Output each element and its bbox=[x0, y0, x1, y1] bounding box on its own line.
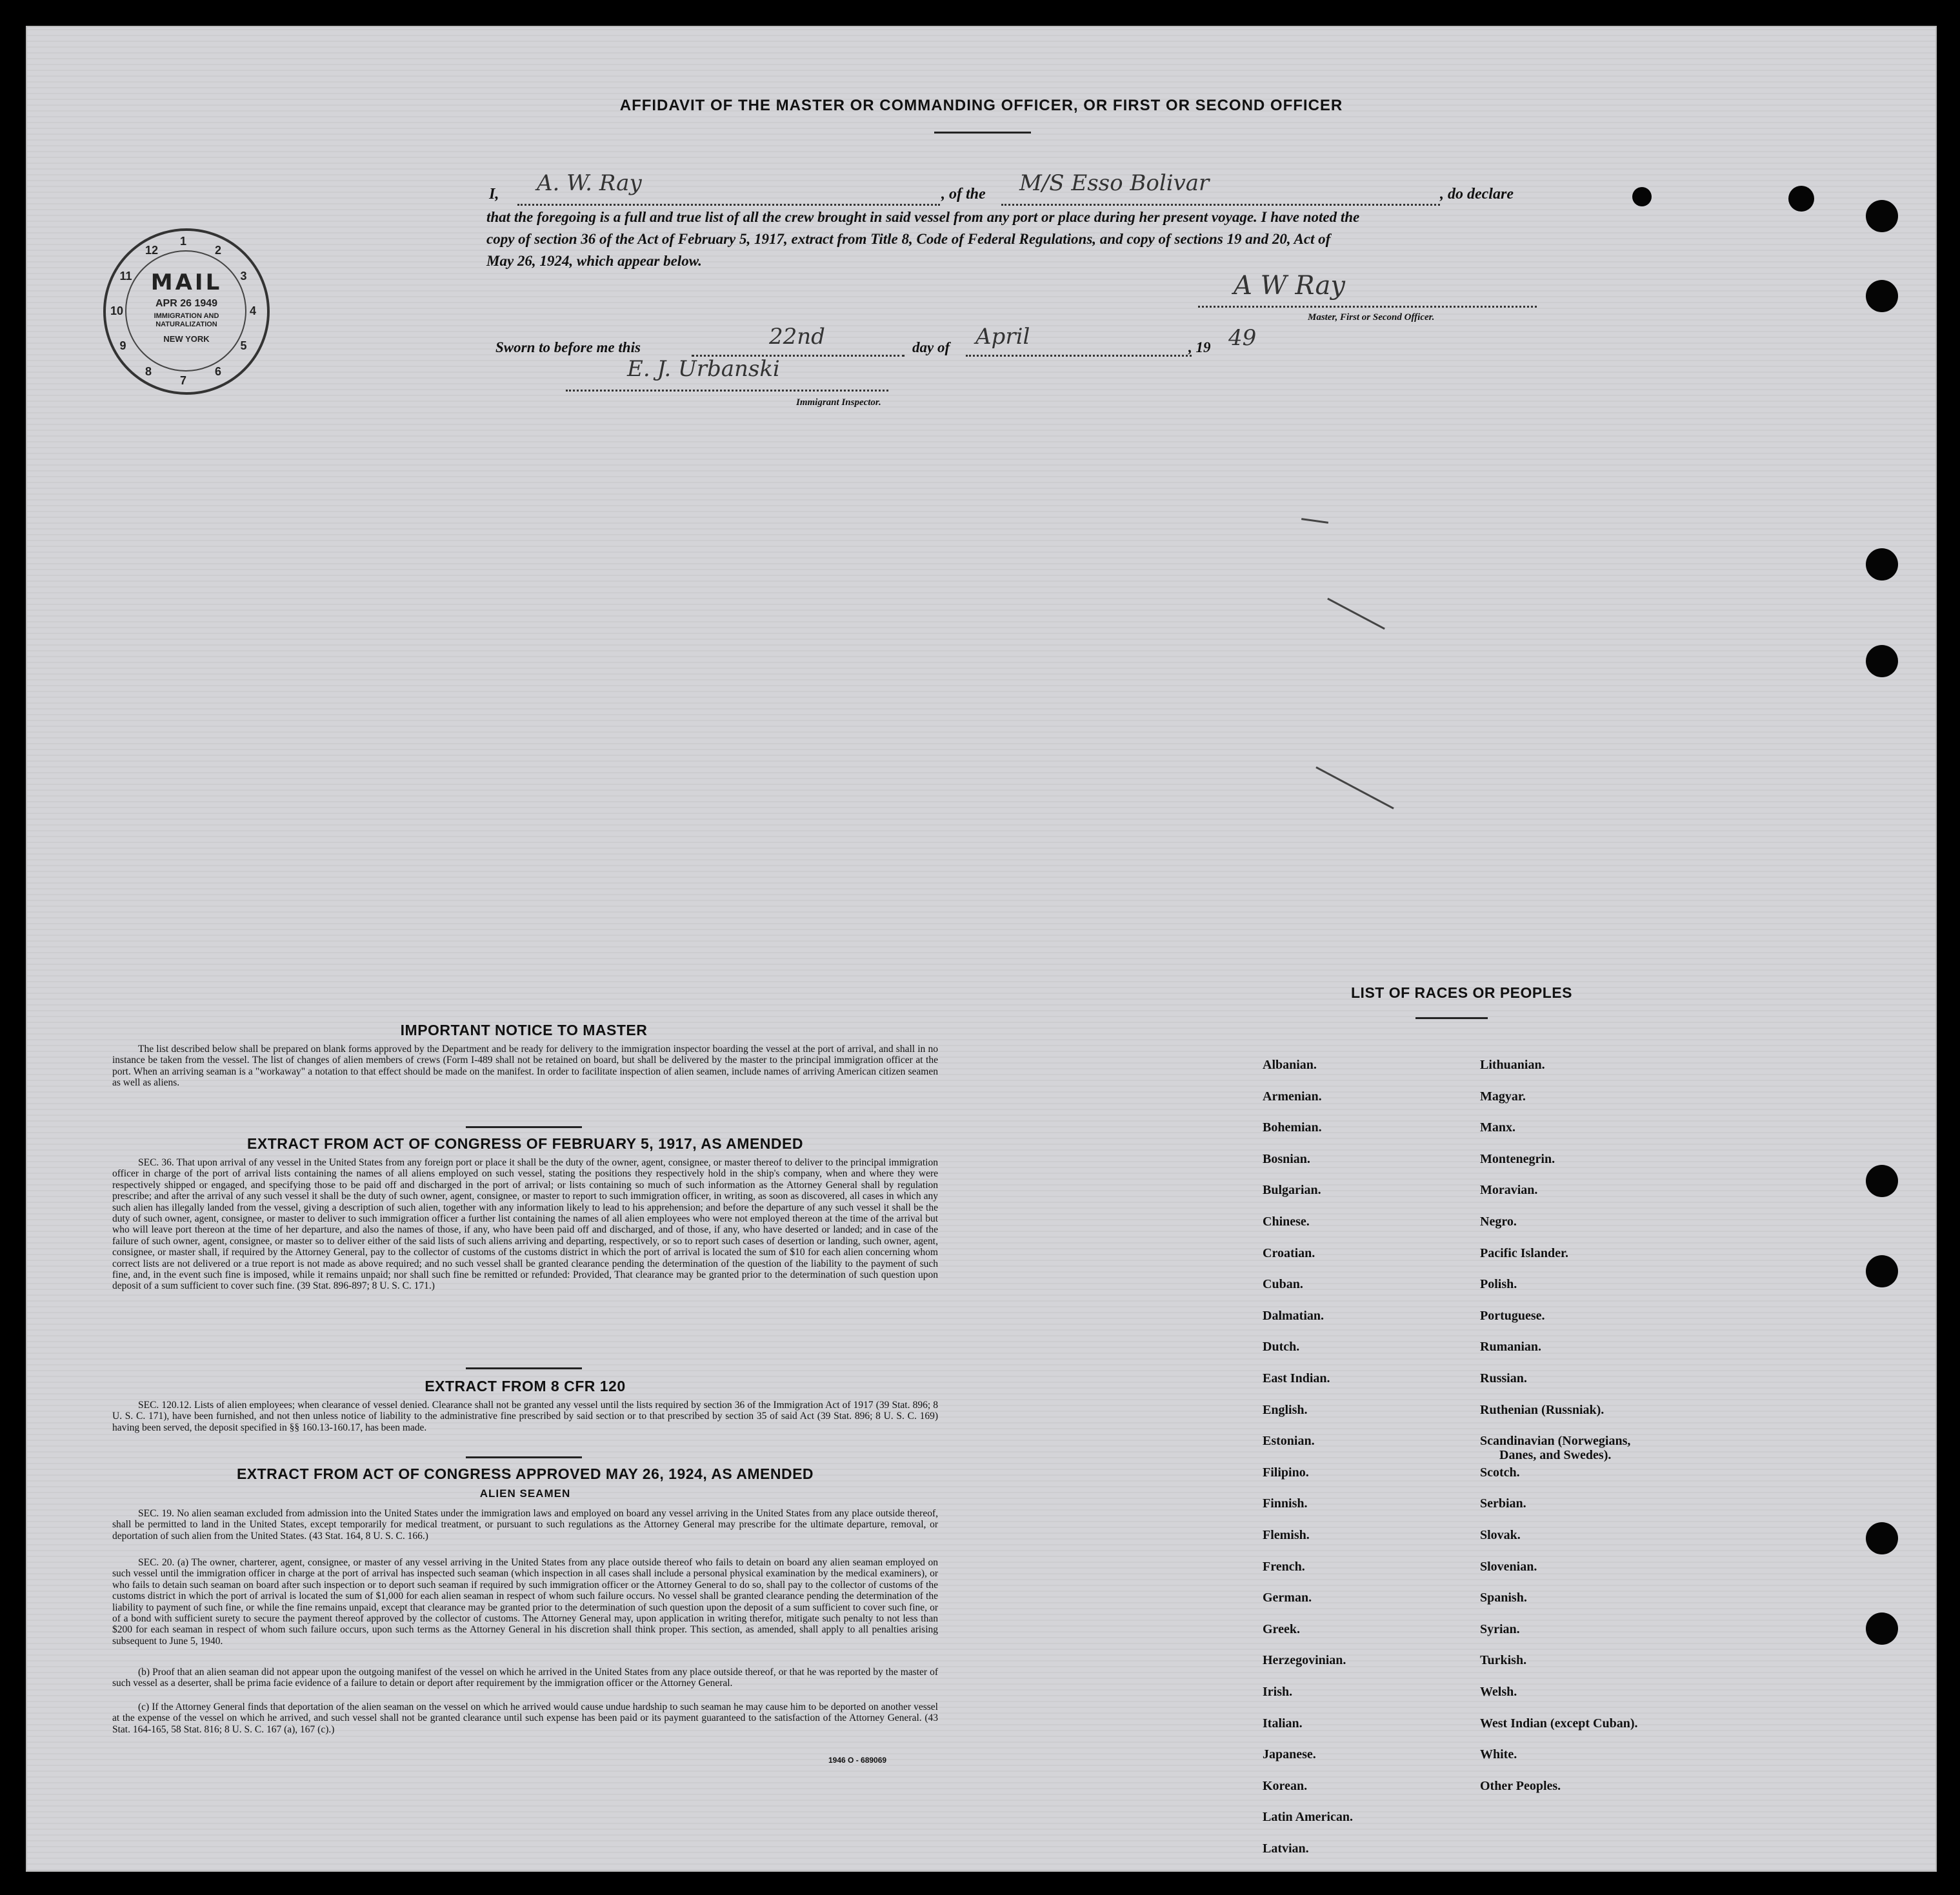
mail-stamp-ring-numbers bbox=[106, 231, 267, 392]
stamp-ring-number: 12 bbox=[145, 244, 159, 257]
peoples-list-item: Bulgarian. bbox=[1263, 1183, 1321, 1198]
sworn-month-line bbox=[966, 355, 1192, 357]
peoples-list-item: Other Peoples. bbox=[1480, 1778, 1561, 1793]
declaration-line-2: copy of section 36 of the Act of February 5, 1917, extract from Title 8, Code of Federal Regulations, and copy of sections 19 and 20, Act of bbox=[486, 231, 1331, 247]
peoples-list-item: Herzegovinian. bbox=[1263, 1653, 1346, 1668]
peoples-list-item: Latin American. bbox=[1263, 1810, 1353, 1825]
do-declare-label: , do declare bbox=[1440, 186, 1514, 203]
master-name-line bbox=[517, 204, 940, 206]
master-signature-caption: Master, First or Second Officer. bbox=[1308, 312, 1435, 322]
peoples-list-item: Irish. bbox=[1263, 1685, 1293, 1699]
punch-hole bbox=[1866, 200, 1898, 232]
section-rule bbox=[466, 1126, 582, 1128]
notice-text: The list described below shall be prepared on blank forms approved by the Department and be ready for delivery to the immigration inspector boarding the vessel at the port of arrival, and shall in no instance be taken from the vessel. The list of changes of alien members of crews (Form I-489 shall not be retained on board, but shall be delivered by the master to the principal immigration officer at the port. When an arriving seaman is a "workaway" a notation to that effect should be made on the manifest. In order to facilitate inspection of alien seamen, include names of arriving American citizen seamen as well as aliens. bbox=[112, 1044, 938, 1089]
stray-mark bbox=[1301, 518, 1328, 524]
peoples-list-item: Negro. bbox=[1480, 1215, 1517, 1229]
master-name: A. W. Ray bbox=[537, 170, 642, 196]
peoples-list-item: Polish. bbox=[1480, 1277, 1517, 1292]
mail-stamp-date: APR 26 1949 bbox=[155, 298, 218, 309]
vessel-name: M/S Esso Bolivar bbox=[1019, 170, 1210, 196]
inspector-signature-line bbox=[566, 390, 888, 392]
peoples-list-item: Montenegrin. bbox=[1480, 1151, 1555, 1166]
punch-hole bbox=[1866, 548, 1898, 580]
i-label: I, bbox=[489, 186, 499, 203]
peoples-list-item: English. bbox=[1263, 1402, 1308, 1417]
stamp-ring-number: 7 bbox=[180, 374, 187, 387]
inspector-caption: Immigrant Inspector. bbox=[796, 397, 881, 408]
peoples-list-item: Bosnian. bbox=[1263, 1151, 1310, 1166]
inspector-signature: E. J. Urbanski bbox=[627, 356, 780, 382]
stray-mark bbox=[1327, 598, 1385, 630]
title-rule bbox=[934, 132, 1031, 134]
peoples-list-item: Cuban. bbox=[1263, 1277, 1303, 1292]
mail-stamp-word: MAIL bbox=[150, 270, 223, 295]
peoples-list-item: Filipino. bbox=[1263, 1465, 1309, 1480]
punch-hole bbox=[1866, 1165, 1898, 1197]
punch-hole bbox=[1866, 1612, 1898, 1645]
vessel-name-line bbox=[1001, 204, 1440, 206]
extract-1924-sec20b: (b) Proof that an alien seaman did not appear upon the outgoing manifest of the vessel on which he arrived in the United States from any place outside thereof, or that he was reported by the master of such vessel as a deserter, shall be prima facie evidence of a failure to detain or deport after requirement by the immigration officer or the Attorney General. bbox=[112, 1667, 938, 1689]
peoples-title-rule bbox=[1415, 1017, 1488, 1019]
peoples-list-item: Manx. bbox=[1480, 1120, 1515, 1135]
mail-stamp-city: NEW YORK bbox=[163, 334, 210, 344]
peoples-list-item: Greek. bbox=[1263, 1622, 1300, 1636]
stamp-ring-number: 8 bbox=[145, 364, 152, 378]
day-of-label: day of bbox=[912, 339, 950, 355]
stamp-ring-number: 10 bbox=[110, 304, 124, 317]
punch-hole bbox=[1788, 186, 1814, 212]
peoples-list-item: Scotch. bbox=[1480, 1465, 1520, 1480]
peoples-list-item: Moravian. bbox=[1480, 1183, 1538, 1198]
peoples-list-item: Magyar. bbox=[1480, 1089, 1526, 1104]
sworn-label: Sworn to before me this bbox=[495, 339, 641, 355]
stamp-ring-number: 9 bbox=[119, 339, 126, 352]
master-signature: A W Ray bbox=[1234, 271, 1345, 301]
document-page bbox=[26, 26, 1937, 1872]
stamp-ring-number: 4 bbox=[250, 304, 257, 317]
punch-hole bbox=[1632, 187, 1652, 206]
extract-1924-sec19: SEC. 19. No alien seaman excluded from admission into the United States under the immigration laws and employed on board any vessel arriving in the United States from any place outside thereof, shall be permitted to land in the United States, except temporarily for medical treatment, or pursuant to such regulations as the Attorney General may prescribe for the ultimate departure, removal, or deportation of such alien from the United States. (43 Stat. 164, 8 U. S. C. 166.) bbox=[112, 1508, 938, 1542]
extract-1917-text: SEC. 36. That upon arrival of any vessel in the United States from any foreign port or place it shall be the duty of the owner, agent, consignee, or master thereof to deliver to the principal immigration officer in charge of the port of arrival lists containing the names of all aliens employed on such vessel, stating the positions they respectively hold in the ship's company, when and where they were respectively shipped or engaged, and specifying those to be paid off and discharged in the port of arrival; or lists containing so much of such information as the Attorney General shall by regulation prescribe; and after the arrival of any such vessel it shall be the duty of such owner, agent, consignee, or master to report to such immigration officer, in writing, as soon as discovered, all cases in which any such alien has illegally landed from the vessel, giving a description of such alien, together with any information likely to lead to his apprehension; and before the departure of any such vessel it shall be the duty of such owner, agent, consignee, or master to deliver to such immigration officer a further list containing the names of all alien employees who were not employed thereon at the time of the arrival but who will leave port thereon at the time of her departure, and also the names of those, if any, who have been paid off and discharged, and of those, if any, who have deserted or landed; and in case of the failure of such owner, agent, consignee, or master so to deliver either of the said lists of such aliens arriving and departing, respectively, or so to report such cases of desertion or landing, such owner, agent, consignee, or master shall, if required by the Attorney General, pay to the collector of customs of the customs district in which the port of arrival is located the sum of $10 for each alien concerning whom correct lists are not delivered or a true report is not made as above required; and no such vessel shall be granted clearance pending the determination of the question of the liability to the payment of such fine, and, in the event such fine is imposed, while it remains unpaid; nor shall such fine be remitted or refunded: Provided, That clearance may be granted prior to the determination of such question upon deposit of a sum sufficient to cover such fine. (39 Stat. 896-897; 8 U. S. C. 171.) bbox=[112, 1157, 938, 1292]
punch-hole bbox=[1866, 1255, 1898, 1287]
peoples-list-item: Slovak. bbox=[1480, 1528, 1521, 1542]
of-the-label: , of the bbox=[941, 186, 986, 203]
peoples-title: LIST OF RACES OR PEOPLES bbox=[1351, 984, 1572, 1001]
extract-cfr-title: EXTRACT FROM 8 CFR 120 bbox=[425, 1378, 626, 1394]
declaration-line-3: May 26, 1924, which appear below. bbox=[486, 253, 702, 269]
peoples-list-item: Pacific Islander. bbox=[1480, 1245, 1569, 1260]
peoples-list-item: Slovenian. bbox=[1480, 1559, 1537, 1574]
affidavit-title: AFFIDAVIT OF THE MASTER OR COMMANDING OFFICER, OR FIRST OR SECOND OFFICER bbox=[619, 97, 1343, 114]
sworn-year: 49 bbox=[1228, 325, 1257, 351]
peoples-list-item: Croatian. bbox=[1263, 1245, 1315, 1260]
declaration-line-1: that the foregoing is a full and true list of all the crew brought in said vessel from any port or place during her present voyage. I have noted the bbox=[486, 209, 1360, 225]
peoples-list-item: Russian. bbox=[1480, 1371, 1527, 1385]
peoples-list-item: Albanian. bbox=[1263, 1058, 1317, 1072]
stamp-ring-number: 1 bbox=[180, 235, 187, 248]
peoples-list-item: Korean. bbox=[1263, 1778, 1308, 1793]
peoples-list-item: Serbian. bbox=[1480, 1496, 1526, 1511]
peoples-list-item: Spanish. bbox=[1480, 1591, 1527, 1605]
extract-1924-sec20c: (c) If the Attorney General finds that deportation of the alien seaman on the vessel on which he arrived would cause undue hardship to such seaman he may cause him to be deported on another vessel at the expense of the vessel on which he arrived, and such vessel shall not be granted clearance until such expense has been paid or its payment guaranteed to the satisfaction of the Attorney General. (43 Stat. 164-165, 58 Stat. 816; 8 U. S. C. 167 (a), 167 (c).) bbox=[112, 1702, 938, 1735]
stray-mark bbox=[1315, 766, 1394, 809]
peoples-list-item: Estonian. bbox=[1263, 1434, 1315, 1449]
stamp-ring-number: 3 bbox=[240, 270, 247, 283]
peoples-list-item: Rumanian. bbox=[1480, 1340, 1542, 1354]
sworn-month: April bbox=[975, 324, 1030, 350]
peoples-list-item: German. bbox=[1263, 1591, 1312, 1605]
extract-1924-subtitle: ALIEN SEAMEN bbox=[479, 1487, 571, 1500]
peoples-list-item: West Indian (except Cuban). bbox=[1480, 1716, 1638, 1731]
extract-1917-title: EXTRACT FROM ACT OF CONGRESS OF FEBRUARY 5, 1917, AS AMENDED bbox=[247, 1135, 803, 1152]
extract-1924-sec20a: SEC. 20. (a) The owner, charterer, agent, consignee, or master of any vessel arriving in the United States from any place outside thereof who fails to detain on board any alien seaman employed on such vessel until the immigration officer in charge at the port of arrival has inspected such seaman (which inspection in all cases shall include a personal physical examination by the medical examiners), or who fails to detain such seaman on board after such inspection or to deport such seaman if required by such immigration officer or the Attorney General to do so, shall pay to the collector of customs of the customs district in which the port of arrival is located the sum of $1,000 for each alien seaman in respect of whom such failure occurs. No vessel shall be granted clearance pending the determination of the liability to payment of such fine, or while the fine remains unpaid, except that clearance may be granted prior to the determination of such question upon the deposit of a sum sufficient to cover such fine, or of a bond with sufficient surety to secure the payment thereof approved by the collector of customs. The Attorney General may, upon application in writing therefor, mitigate such penalty to not less than $200 for each seaman in respect of whom such failure occurs, upon such terms as the Attorney General in his discretion shall think proper. This section, as amended, shall apply to all penalties arising subsequent to June 5, 1940. bbox=[112, 1557, 938, 1647]
peoples-list-item: Portuguese. bbox=[1480, 1308, 1545, 1323]
peoples-list-item: Turkish. bbox=[1480, 1653, 1527, 1668]
punch-hole bbox=[1866, 1522, 1898, 1554]
peoples-list-item: Scandinavian (Norwegians, bbox=[1480, 1434, 1631, 1449]
punch-hole bbox=[1866, 645, 1898, 677]
peoples-list-item: Finnish. bbox=[1263, 1496, 1308, 1511]
peoples-list-item: Ruthenian (Russniak). bbox=[1480, 1402, 1605, 1417]
peoples-list-item: Syrian. bbox=[1480, 1622, 1520, 1636]
peoples-list-item: Chinese. bbox=[1263, 1215, 1310, 1229]
peoples-list-item: Bohemian. bbox=[1263, 1120, 1322, 1135]
mail-stamp bbox=[103, 228, 270, 395]
stamp-ring-number: 6 bbox=[215, 364, 222, 378]
stamp-ring-number: 11 bbox=[119, 270, 132, 283]
peoples-list-item: Flemish. bbox=[1263, 1528, 1310, 1542]
peoples-list-item: French. bbox=[1263, 1559, 1305, 1574]
peoples-list-item: Armenian. bbox=[1263, 1089, 1322, 1104]
extract-1924-title: EXTRACT FROM ACT OF CONGRESS APPROVED MAY 26, 1924, AS AMENDED bbox=[236, 1465, 814, 1482]
peoples-list-item: Dalmatian. bbox=[1263, 1308, 1324, 1323]
sworn-day: 22nd bbox=[769, 324, 825, 350]
peoples-list-item: Japanese. bbox=[1263, 1747, 1316, 1762]
peoples-list-item: Italian. bbox=[1263, 1716, 1303, 1731]
peoples-list-item: East Indian. bbox=[1263, 1371, 1330, 1385]
master-signature-line bbox=[1198, 306, 1537, 308]
peoples-list-item: Welsh. bbox=[1480, 1685, 1517, 1699]
peoples-list-item: Latvian. bbox=[1263, 1841, 1309, 1856]
stamp-ring-number: 2 bbox=[215, 244, 222, 257]
print-code: 1946 O - 689069 bbox=[828, 1756, 887, 1765]
section-rule bbox=[466, 1367, 582, 1369]
peoples-list-item: Danes, and Swedes). bbox=[1499, 1448, 1612, 1463]
extract-cfr-text: SEC. 120.12. Lists of alien employees; when clearance of vessel denied. Clearance shall not be granted any vessel until the lists required by section 36 of the Immigration Act of 1917 (39 Stat. 896; 8 U. S. C. 171), have been furnished, and not then unless notice of liability to the administrative fine prescribed by said section or to that prescribed by section 35 of said Act (39 Stat. 896; 8 U. S. C. 169) having been served, the deposit specified in §§ 160.13-160.17, has been made. bbox=[112, 1400, 938, 1433]
peoples-list-item: Lithuanian. bbox=[1480, 1058, 1545, 1072]
year-prefix: , 19 bbox=[1188, 339, 1211, 355]
punch-hole bbox=[1866, 280, 1898, 312]
stamp-ring-number: 5 bbox=[240, 339, 247, 352]
mail-stamp-agency: IMMIGRATION AND NATURALIZATION bbox=[154, 312, 219, 328]
peoples-list-item: White. bbox=[1480, 1747, 1517, 1762]
notice-title: IMPORTANT NOTICE TO MASTER bbox=[400, 1022, 648, 1038]
peoples-list-item: Dutch. bbox=[1263, 1340, 1300, 1354]
section-rule bbox=[466, 1456, 582, 1458]
